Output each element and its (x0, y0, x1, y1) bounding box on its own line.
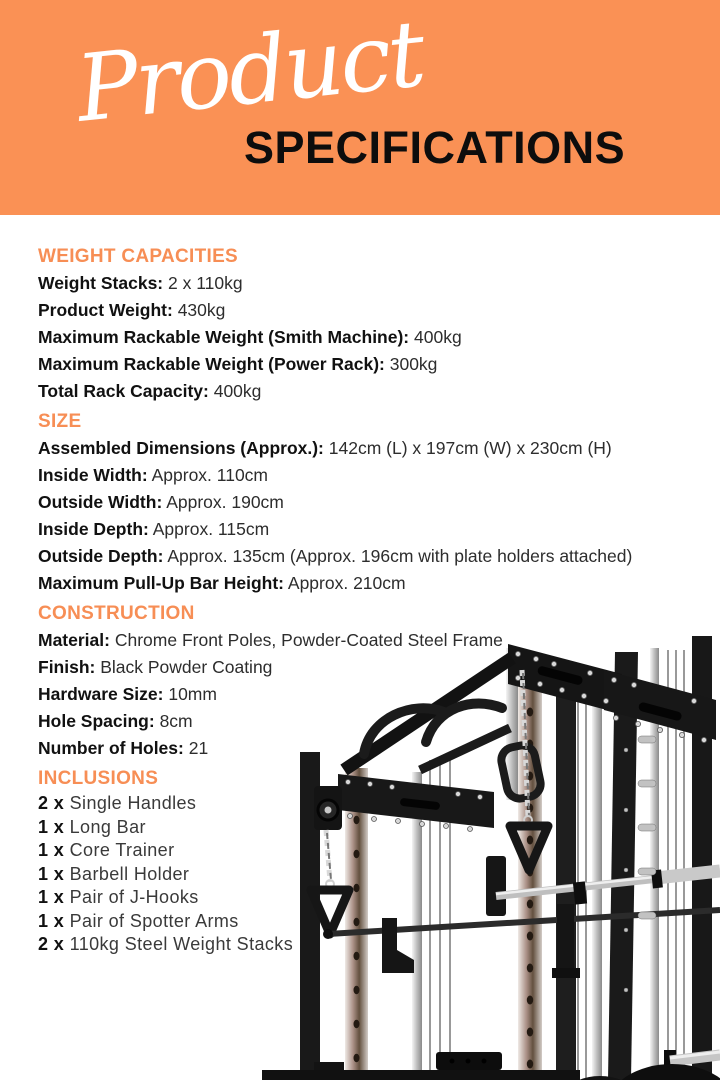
inclusion-item: Pair of J-Hooks (69, 887, 199, 907)
inclusion-row (38, 816, 682, 840)
spec-label: Total Rack Capacity: (38, 381, 209, 401)
spec-row (38, 378, 682, 405)
inclusion-qty: 2 x (38, 934, 65, 954)
section-size (38, 412, 682, 597)
section-title: CONSTRUCTION (38, 603, 195, 624)
inclusion-row (38, 886, 682, 910)
section-title: INCLUSIONS (38, 768, 159, 789)
spec-row (38, 735, 682, 762)
inclusion-qty: 2 x (38, 793, 65, 813)
inclusion-row (38, 792, 682, 816)
spec-label: Product Weight: (38, 300, 173, 320)
spec-value: 400kg (414, 327, 462, 347)
spec-row (38, 297, 682, 324)
inclusion-row (38, 933, 682, 957)
spec-row (38, 543, 682, 570)
spec-row (38, 708, 682, 735)
inclusion-qty: 1 x (38, 910, 65, 931)
inclusion-item: Core Trainer (69, 840, 175, 860)
spec-value: Chrome Front Poles, Powder-Coated Steel Frame (114, 630, 503, 650)
section-weight-capacities (38, 247, 682, 405)
inclusion-item: Pair of Spotter Arms (69, 910, 239, 931)
spec-label: Assembled Dimensions (Approx.): (38, 438, 324, 458)
section-inclusions (38, 769, 682, 957)
inclusion-row (38, 910, 682, 934)
spec-row (38, 489, 682, 516)
inclusion-row (38, 863, 682, 887)
spec-value: 8cm (159, 711, 193, 731)
spec-content (0, 215, 720, 957)
inclusion-qty: 1 x (38, 887, 65, 907)
spec-value: 10mm (168, 684, 217, 704)
spec-label: Weight Stacks: (38, 273, 164, 293)
spec-label: Inside Width: (38, 465, 148, 485)
inclusion-item: Single Handles (69, 793, 197, 813)
spec-row (38, 654, 682, 681)
spec-label: Material: (38, 630, 110, 650)
inclusion-item: 110kg Steel Weight Stacks (69, 934, 294, 954)
spec-row (38, 681, 682, 708)
header-banner (0, 0, 720, 215)
spec-label: Maximum Rackable Weight (Power Rack): (38, 354, 385, 374)
spec-value: 400kg (213, 381, 262, 401)
inclusion-item: Barbell Holder (69, 863, 190, 884)
section-construction (38, 604, 682, 762)
spec-row (38, 324, 682, 351)
spec-value: Approx. 210cm (287, 573, 406, 593)
spec-label: Maximum Pull-Up Bar Height: (38, 573, 284, 593)
spec-row (38, 435, 682, 462)
inclusion-qty: 1 x (38, 816, 65, 837)
spec-row (38, 462, 682, 489)
spec-value: Approx. 110cm (151, 465, 269, 485)
spec-label: Outside Depth: (38, 546, 164, 566)
spec-row (38, 270, 682, 297)
spec-value: 430kg (177, 300, 226, 320)
inclusion-qty: 1 x (38, 840, 65, 860)
spec-label: Finish: (38, 657, 96, 677)
spec-row (38, 627, 682, 654)
spec-value: Approx. 135cm (Approx. 196cm with plate holders attached) (167, 546, 633, 566)
spec-value: 2 x 110kg (168, 273, 243, 293)
script-title: Product (71, 0, 428, 143)
spec-row (38, 570, 682, 597)
spec-row (38, 351, 682, 378)
spec-label: Number of Holes: (38, 738, 184, 758)
spec-row (38, 516, 682, 543)
spec-value: 300kg (389, 354, 438, 374)
spec-label: Outside Width: (38, 492, 163, 512)
section-title: WEIGHT CAPACITIES (38, 246, 239, 267)
spec-value: 142cm (L) x 197cm (W) x 230cm (H) (328, 438, 612, 458)
spec-label: Inside Depth: (38, 519, 149, 539)
spec-value: Approx. 115cm (152, 519, 270, 539)
inclusion-qty: 1 x (38, 863, 65, 884)
spec-label: Maximum Rackable Weight (Smith Machine): (38, 327, 410, 347)
spec-label: Hole Spacing: (38, 711, 155, 731)
page-title: SPECIFICATIONS (244, 122, 626, 173)
spec-value: 21 (188, 738, 209, 758)
spec-value: Black Powder Coating (100, 657, 273, 677)
spec-label: Hardware Size: (38, 684, 164, 704)
inclusion-item: Long Bar (69, 816, 146, 837)
inclusion-row (38, 839, 682, 863)
section-title: SIZE (38, 411, 82, 432)
spec-value: Approx. 190cm (166, 492, 284, 512)
